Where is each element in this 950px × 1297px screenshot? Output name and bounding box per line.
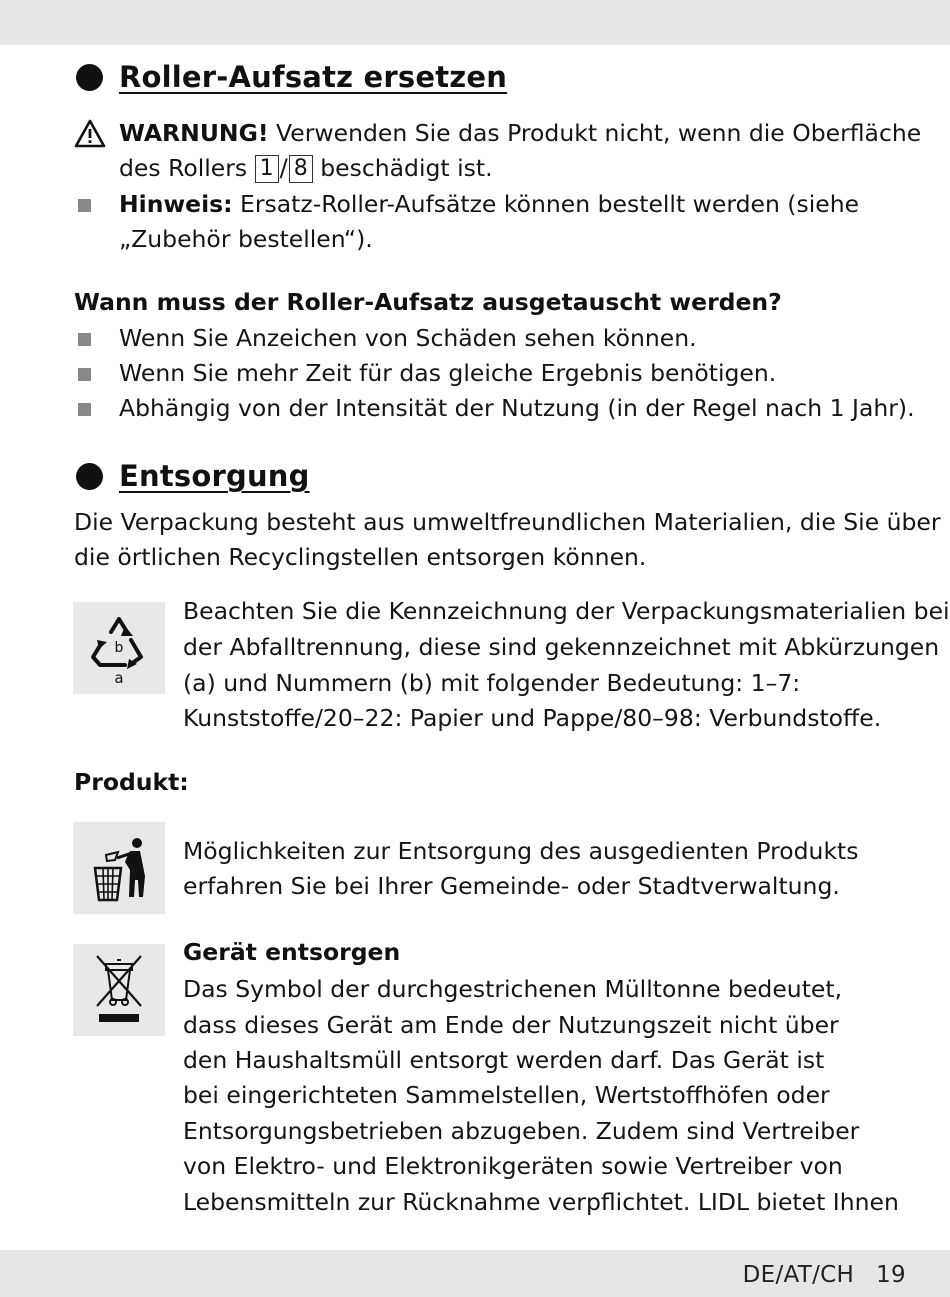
list-item: Wenn Sie Anzeichen von Schäden sehen können. xyxy=(119,324,697,352)
note-line-1 xyxy=(119,187,859,223)
section-title: Roller-Aufsatz ersetzen xyxy=(119,60,508,94)
ref-number-1: 1 xyxy=(255,155,279,183)
device-text-4: bei eingerichteten Sammelstellen, Wertstoffhöfen oder xyxy=(183,1081,830,1109)
crossed-bin-icon xyxy=(73,944,165,1036)
ref-number-8: 8 xyxy=(289,155,313,183)
warning-triangle-icon xyxy=(74,119,106,148)
page-number: 19 xyxy=(876,1262,906,1288)
warning-label: WARNUNG! xyxy=(119,119,269,147)
product-text-1: Möglichkeiten zur Entsorgung des ausgedienten Produkts xyxy=(183,837,859,865)
section-heading-roller xyxy=(76,60,507,94)
replacement-question: Wann muss der Roller-Aufsatz ausgetauscht werden? xyxy=(74,288,782,316)
note-line-2: „Zubehör bestellen“). xyxy=(119,225,373,253)
recycling-text-3: (a) und Nummern (b) mit folgender Bedeutung: 1–7: xyxy=(183,669,801,697)
recycling-label-a: a xyxy=(114,669,124,687)
device-text-5: Entsorgungsbetrieben abzugeben. Zudem sind Vertreiber xyxy=(183,1117,860,1145)
square-bullet-icon xyxy=(78,368,91,381)
recycling-text-4: Kunststoffe/20–22: Papier und Pappe/80–98: Verbundstoffe. xyxy=(183,704,882,732)
device-text-1: Das Symbol der durchgestrichenen Mülltonne bedeutet, xyxy=(183,975,843,1003)
warning-line-1 xyxy=(119,116,921,152)
warning-text-2: des Rollers xyxy=(119,154,255,182)
footer-region: DE/AT/CH xyxy=(742,1262,855,1288)
section-title: Entsorgung xyxy=(119,459,310,493)
device-disposal-heading: Gerät entsorgen xyxy=(183,938,401,966)
trash-disposal-icon xyxy=(73,822,165,914)
list-item: Wenn Sie mehr Zeit für das gleiche Ergebnis benötigen. xyxy=(119,359,777,387)
footer-text xyxy=(743,1262,906,1288)
product-heading: Produkt: xyxy=(74,768,189,796)
warning-text: Verwenden Sie das Produkt nicht, wenn die Oberfläche xyxy=(268,119,922,147)
recycling-icon xyxy=(73,602,165,694)
disposal-intro-1: Die Verpackung besteht aus umweltfreundlichen Materialien, die Sie über xyxy=(74,508,941,536)
warning-line-2 xyxy=(119,151,493,187)
device-text-2: dass dieses Gerät am Ende der Nutzungszeit nicht über xyxy=(183,1011,839,1039)
section-heading-disposal xyxy=(76,459,310,493)
page-footer xyxy=(0,1250,950,1297)
ref-separator: / xyxy=(279,154,288,182)
device-text-3: den Haushaltsmüll entsorgt werden darf. Das Gerät ist xyxy=(183,1046,825,1074)
device-text-6: von Elektro- und Elektronikgeräten sowie Vertreiber von xyxy=(183,1152,843,1180)
product-text-2: erfahren Sie bei Ihrer Gemeinde- oder Stadtverwaltung. xyxy=(183,872,840,900)
top-bar xyxy=(0,0,950,45)
recycling-label-b: b xyxy=(114,640,124,656)
warning-text-3: beschädigt ist. xyxy=(312,154,493,182)
square-bullet-icon xyxy=(78,199,91,212)
note-label: Hinweis: xyxy=(119,190,233,218)
list-item: Abhängig von der Intensität der Nutzung (in der Regel nach 1 Jahr). xyxy=(119,394,915,422)
note-text: Ersatz-Roller-Aufsätze können bestellt werden (siehe xyxy=(232,190,860,218)
device-text-7: Lebensmitteln zur Rücknahme verpflichtet. LIDL bietet Ihnen xyxy=(183,1188,899,1216)
recycling-text-2: der Abfalltrennung, diese sind gekennzeichnet mit Abkürzungen xyxy=(183,633,940,661)
square-bullet-icon xyxy=(78,403,91,416)
bullet-dot-icon xyxy=(76,463,103,490)
disposal-intro-2: die örtlichen Recyclingstellen entsorgen können. xyxy=(74,543,647,571)
square-bullet-icon xyxy=(78,333,91,346)
bullet-dot-icon xyxy=(76,64,103,91)
recycling-text-1: Beachten Sie die Kennzeichnung der Verpackungsmaterialien bei xyxy=(183,597,950,625)
